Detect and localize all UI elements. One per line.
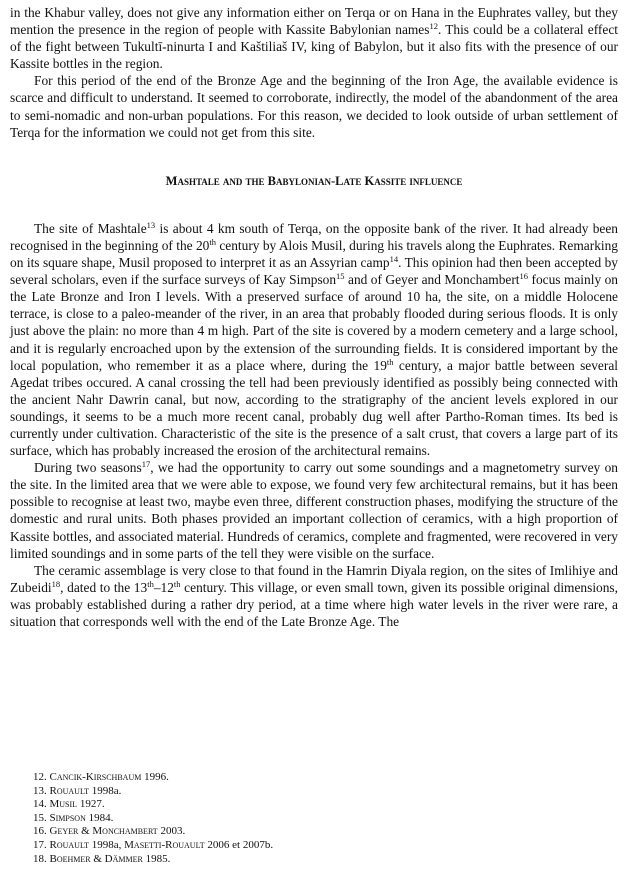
footnote-author: Rouault — [49, 784, 89, 797]
text-span: focus mainly on the Late Bronze and Iron I levels. With a preserved surface of around 10 ha, the site, on a middle Holocene terrace, is close to a paleo-meander of the river, in an area that probably flooded during serious floods. It is only just above the plain: no more than 4 m high. Part of the site is covered by a modern cemetery and a large school, and it is regularly encroached upon by the extension of the surrounding fields. It is considered important by the local population, who remember it as a place where, during the 19 — [10, 272, 618, 373]
text-span: century by Alois Musil, during his travels along the Euphrates. Remarking on its square shape, Musil proposed to interpret it as an Assyrian camp — [10, 237, 619, 271]
footnote-text: 2006 et 2007b. — [204, 838, 274, 851]
body-text — [10, 4, 618, 630]
footnote-ref: 13 — [146, 219, 156, 230]
text-span: century. This village, or even small town, given its possible original dimensions, was probably established during a rather dry period, at a time where high water levels in the river were rare, a situation that corresponds well with the end of the Late Bronze Age. The — [10, 579, 618, 629]
text-span: century, a major battle between several Agedat tribes occured. A canal crossing the tell had been previously identified as possibly being connected with the ancient Nahr Dawrin canal, but now, according to the stratigraphy of the ancient levels explored in our soundings, it seems to be a much more recent canal, probably dug well after Partho-Roman times. Its bed is currently under cultivation. Characteristic of the site is the presence of a salt crust, that covers a large part of its surface, which has probably increased the erosion of the architectural remains. — [10, 357, 618, 459]
footnote-number: 17. — [33, 838, 47, 851]
text-span: . This opinion had then been accepted by several scholars, even if the surface surveys of Kay Simpson — [10, 255, 618, 288]
footnote — [33, 853, 273, 867]
footnote — [33, 812, 273, 826]
footnote-author: Musil — [49, 798, 78, 811]
footnote-author: Boehmer & Dämmer — [49, 852, 143, 865]
section-heading: Mashtale and the Babylonian-Late Kassite influence — [165, 173, 463, 188]
footnote-ref: 17 — [141, 459, 151, 470]
footnote-number: 15. — [33, 811, 47, 824]
footnote-text: 1985. — [142, 852, 171, 865]
paragraph — [10, 459, 618, 562]
footnote-ref: 12 — [429, 21, 438, 32]
footnote-author: Masetti-Rouault — [124, 838, 205, 851]
footnote-ref: 16 — [519, 271, 529, 282]
footnote-author: Rouault — [49, 838, 89, 851]
paragraph — [10, 220, 618, 459]
footnote-number: 14. — [33, 798, 47, 811]
footnote-text: 1998a, — [89, 838, 125, 851]
text-span: During two seasons — [34, 460, 142, 476]
footnote — [33, 798, 273, 812]
footnote-number: 13. — [33, 784, 47, 797]
footnote-text: 1984. — [85, 811, 114, 824]
footnote-author: Geyer & Monchambert — [49, 825, 158, 838]
footnote-ref: 15 — [336, 271, 345, 282]
footnote-ref: 14 — [389, 254, 399, 265]
footnote-text: 1927. — [77, 798, 105, 811]
footnote-text: 1996. — [141, 771, 169, 783]
paragraph — [10, 4, 618, 72]
text-span: . This could be a collateral effect of the fight between Tukultī-ninurta I and Kaštiliaš IV, king of Babylon, but it also fits with the presence of our Kassite bottles in the region. — [10, 22, 619, 72]
text-span: The ceramic assemblage is very close to that found in the Hamrin Diyala region, on the sites of Imlihiye and Zubeidi — [10, 562, 618, 595]
ordinal-suffix: th — [147, 578, 154, 589]
text-span: , dated to the 13 — [60, 579, 148, 595]
footnotes — [33, 771, 273, 866]
footnote-ref: 18 — [51, 578, 61, 589]
text-span: and of Geyer and Monchambert — [344, 272, 520, 288]
paragraph — [10, 562, 618, 630]
footnote-text: 1998a. — [89, 784, 122, 797]
footnote-number: 16. — [33, 825, 47, 838]
text-span: –12 — [153, 579, 174, 595]
paragraph: For this period of the end of the Bronze Age and the beginning of the Iron Age, the available evidence is scarce and difficult to understand. It seemed to corroborate, indirectly, the model of the abandonment of the area to semi-nomadic and non-urban populations. For this reason, we decided to look outside of urban settlement of Terqa for the information we could not get from this site. — [10, 73, 618, 140]
footnote-author: Simpson — [49, 811, 86, 824]
footnote — [33, 839, 273, 853]
footnote — [33, 771, 273, 785]
footnote-number: 12. — [33, 771, 47, 783]
ordinal-suffix: th — [173, 578, 181, 589]
text-span: in the Khabur valley, does not give any information either on Terqa or on Hana in the Euphrates valley, but they mention the presence in the region of people with Kassite Babylonian names — [10, 5, 618, 38]
text-span: , we had the opportunity to carry out some soundings and a magnetometry survey on the site. In the limited area that we were able to expose, we found very few architectural remains, but it has been possible to recognise at least two, maybe even three, different construction phases, modifying the structure of the domestic and rural units. Both phases provided an important collection of ceramics, with a high proportion of Kassite bottles, and associated material. Hundreds of ceramics, complete and fragmented, were recovered in very limited soundings and in some parts of the tell they were visible on the surface. — [10, 460, 618, 561]
footnote — [33, 825, 273, 839]
ordinal-suffix: th — [209, 236, 216, 247]
footnote — [33, 785, 273, 799]
text-span: The site of Mashtale — [34, 220, 147, 236]
footnote-text: 2003. — [157, 825, 186, 838]
ordinal-suffix: th — [386, 356, 394, 367]
footnote-author: Cancik-Kirschbaum — [49, 771, 142, 783]
footnote-number: 18. — [33, 852, 47, 865]
text-span: is about 4 km south of Terqa, on the opposite bank of the river. It had already been recognised in the beginning of the 20 — [10, 220, 618, 253]
